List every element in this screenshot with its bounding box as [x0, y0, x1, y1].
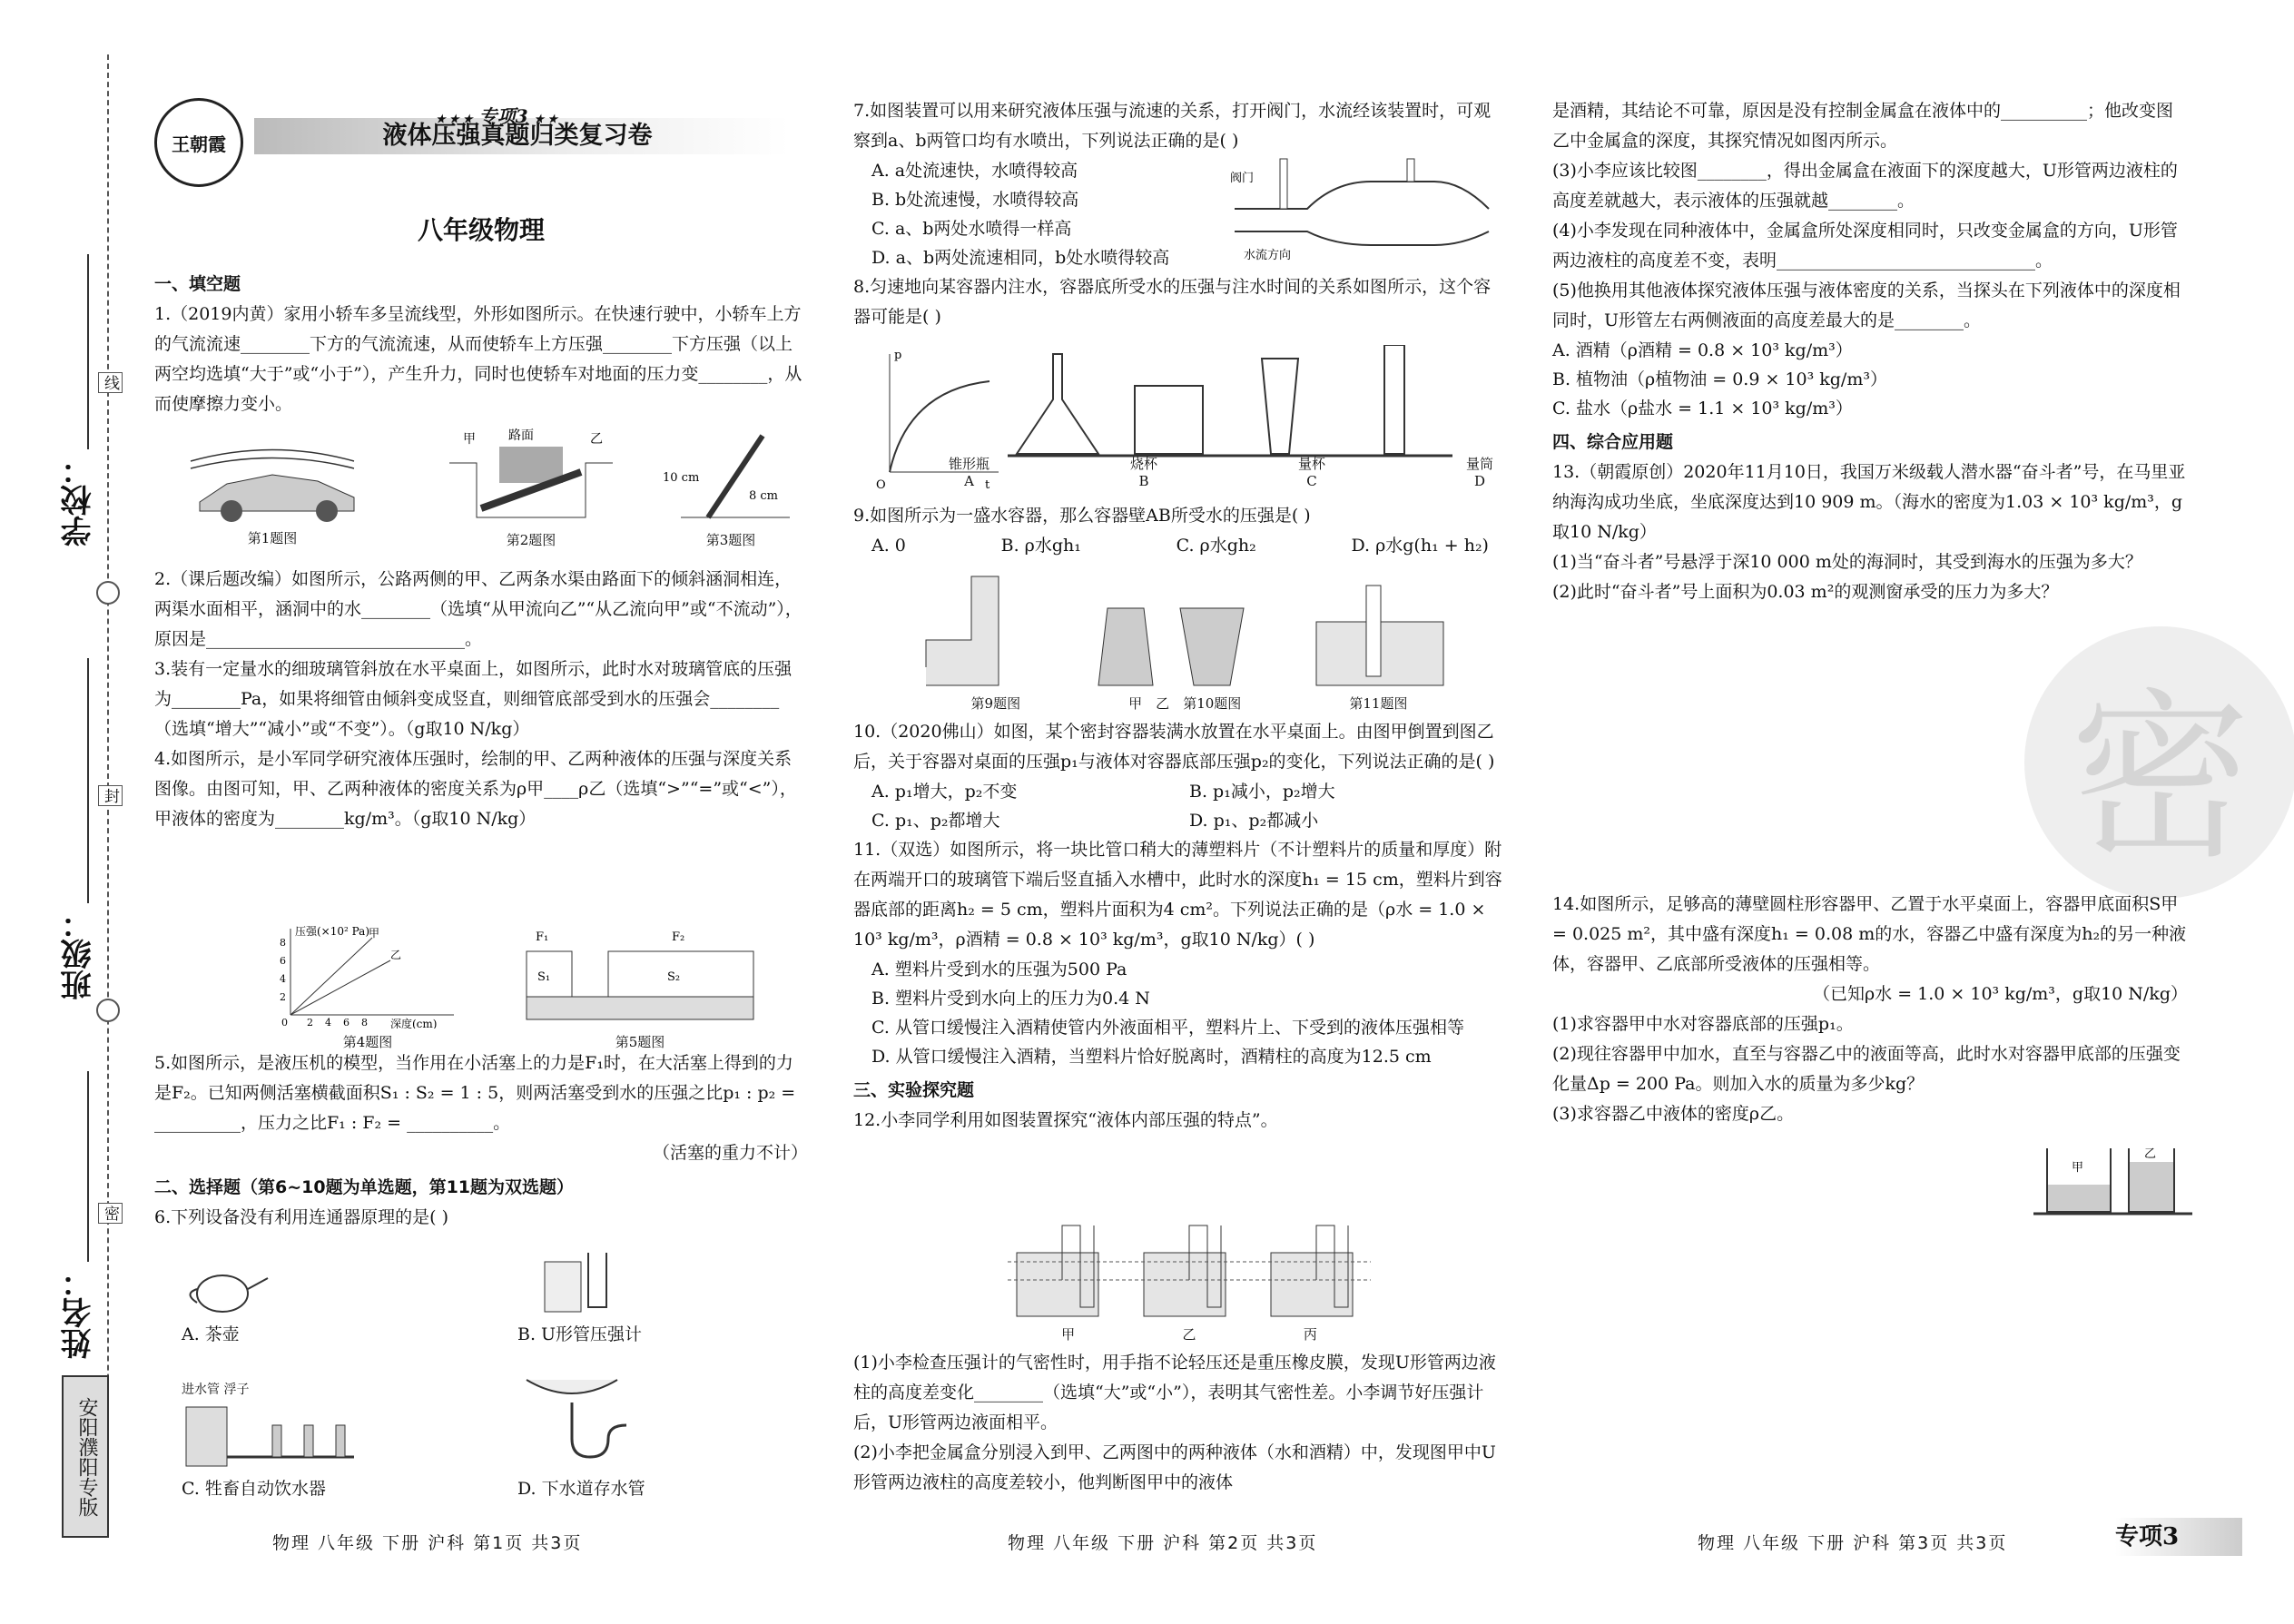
binding-hole [96, 581, 120, 605]
option-a[interactable]: A. 塑料片受到水的压强为500 Pa [871, 960, 1127, 979]
question-9-block [853, 501, 1507, 560]
question-12-part-4: (4)小李发现在同种液体中，金属盒所处深度相同时，只改变金属盒的方向，U形管两边液柱的高度差不变，表明______________________________。 [1552, 221, 2178, 271]
brand-logo: 王朝霞 [154, 98, 243, 187]
force-1-label: F₁ [536, 930, 549, 944]
option-c[interactable] [182, 1380, 363, 1503]
figure-12 [1008, 1216, 1389, 1348]
pressure-depth-chart [254, 924, 481, 1029]
option-a[interactable]: A. 酒精（ρ酒精 = 0.8 × 10³ kg/m³） [1552, 340, 1853, 360]
question-11: 11.（双选）如图所示，将一块比管口稍大的薄塑料片（不计塑料片的质量和厚度）附在两端开口的玻璃管下端后竖直插入水槽中，此时水的深度h₁ = 15 cm，塑料片到容器底部的距离h₂ = 5 cm，塑料片面积为4 cm²。下列说法正确的是（ρ水 = 1.0 × 10³ kg/m³，ρ酒精 = 0.8 × 10³ kg/m³，g取10 N/kg）( ) [853, 840, 1502, 950]
question-11-options [853, 955, 1507, 1071]
question-13-part-1: (1)当“奋斗者”号悬浮于深10 000 m处的海洞时，其受到海水的压强为多大？ [1552, 552, 2142, 572]
question-5: 5.如图所示，是液压机的模型，当作用在小活塞上的力是F₁时，在大活塞上得到的力是F₂。已知两侧活塞横截面积S₁ : S₂ = 1 : 5，则两活塞受到水的压强之比p₁ : p₂ = __________，压力之比F₁ : F₂ = __________。 [154, 1053, 796, 1133]
question-3: 3.装有一定量水的细玻璃管斜放在水平桌面上，如图所示，此时水对玻璃管底的压强为________Pa，如果将细管由倾斜变成竖直，则细管底部受到水的压强会________（选填“增大”“减小”或“不变”）。（g取10 N/kg） [154, 659, 793, 739]
figure-caption: 第5题图 [615, 1034, 665, 1050]
question-12-continued [1552, 96, 2188, 607]
figure-3 [663, 427, 799, 554]
question-10: 10.（2020佛山）如图，某个密封容器装满水放置在水平桌面上。由图甲倒置到图乙后，关于容器对桌面的压强p₁与液体对容器底部压强p₂的变化，下列说法正确的是( ) [853, 722, 1495, 772]
containers-row [917, 567, 1462, 690]
series-a-label: 甲 [369, 927, 380, 940]
name-label: 姓名： [61, 1266, 97, 1359]
question-6: 6.下列设备没有利用连通器原理的是( ) [154, 1207, 448, 1227]
question-10-options [853, 777, 1507, 835]
footer-page-3: 物理 八年级 下册 沪科 第3页 共3页 [1698, 1533, 2008, 1553]
car-figure [172, 434, 372, 525]
question-9-options [853, 531, 1507, 560]
question-7-options [871, 156, 1253, 272]
page-2 [853, 0, 1507, 1624]
name-field[interactable] [87, 1071, 89, 1262]
seal-mark: 封 [98, 785, 123, 806]
line-mark: 线 [98, 372, 123, 393]
page-3 [1552, 0, 2251, 1624]
option-c-label: C. 牲畜自动饮水器 [182, 1479, 326, 1499]
figure-1 [172, 434, 372, 552]
subject-title: 八年级物理 [417, 215, 545, 245]
question-5-note: （活塞的重力不计） [652, 1143, 808, 1163]
binding-margin [0, 0, 136, 1624]
question-12-part-1: (1)小李检查压强计的气密性时，用手指不论轻压还是重压橡皮膜，发现U形管两边液柱的高度差变化________（选填“大”或“小”），表明其气密性差。小李调节好压强计后，U形管两边液面相平。 [853, 1353, 1496, 1432]
y-tick: 2 [280, 991, 286, 1003]
teapot-icon [182, 1262, 272, 1316]
option-a[interactable] [182, 1262, 272, 1349]
paper-title: 液体压强真题归类复习卷 [382, 122, 653, 150]
question-14-block [1552, 890, 2188, 1129]
option-c[interactable]: C. ρ水gh₂ [1176, 536, 1256, 556]
option-b[interactable]: B. b处流速慢，水喷得较高 [871, 190, 1079, 210]
school-label: 学校： [61, 454, 97, 546]
beaker-c-label: 丙 [1303, 1326, 1317, 1343]
x-tick: 6 [343, 1017, 350, 1029]
manometer-setup [1008, 1216, 1389, 1321]
canal-a-label: 甲 [463, 432, 476, 447]
sink-trap-icon [517, 1371, 645, 1471]
y-tick: 0 [281, 1017, 288, 1029]
option-d[interactable]: D. p₁、p₂都减小 [1189, 811, 1319, 831]
option-d[interactable]: D. a、b两处流速相同，b处水喷得较高 [871, 248, 1170, 268]
footer-page-1: 物理 八年级 下册 沪科 第1页 共3页 [272, 1533, 583, 1553]
special-tag: ★ ★ ★ 专项3 ★ ★ [436, 105, 558, 127]
figures-9-11 [917, 567, 1462, 713]
figure-12-labels [1008, 1324, 1371, 1343]
option-d-label: D. 下水道存水管 [517, 1479, 645, 1499]
question-8: 8.匀速地向某容器内注水，容器底所受水的压强与注水时间的关系如图所示，这个容器可能是( ) [853, 277, 1492, 327]
section-title: 一、填空题 [154, 274, 241, 294]
question-13: 13.（朝霞原创）2020年11月10日，我国万米级载人潜水器“奋斗者”号，在马里亚纳海沟成功坐底，坐底深度达到10 909 m。（海水的密度为1.03 × 10³ kg/m³，g取10 N/kg） [1552, 462, 2186, 542]
question-12-parts [853, 1348, 1507, 1498]
question-12-part-2: (2)小李把金属盒分别浸入到甲、乙两图中的两种液体（水和酒精）中，发现图甲中U形管两边液柱的高度差较小，他判断图甲中的液体 [853, 1442, 1496, 1492]
question-2: 2.（课后题改编）如图所示，公路两侧的甲、乙两条水渠由路面下的倾斜涵洞相连，两渠水面相平，涵洞中的水________（选填“从甲流向乙”“从乙流向甲”或“不流动”），原因是______________________________。 [154, 569, 802, 649]
option-a[interactable]: A. a处流速快，水喷得较高 [871, 161, 1078, 181]
question-4: 4.如图所示，是小军同学研究液体压强时，绘制的甲、乙两种液体的压强与深度关系图像。由图可知，甲、乙两种液体的密度关系为ρ甲____ρ乙（选填“>”“=”或“<”），甲液体的密度为________kg/m³。（g取10 N/kg） [154, 749, 797, 829]
footer-page-2: 物理 八年级 下册 沪科 第2页 共3页 [1008, 1533, 1318, 1553]
option-a[interactable]: 锥形瓶 A [949, 456, 990, 489]
school-field[interactable] [87, 254, 89, 449]
tube-figure [663, 427, 799, 527]
figure-caption: 第1题图 [247, 530, 298, 546]
question-14-part-3: (3)求容器乙中液体的密度ρ乙。 [1552, 1104, 1795, 1124]
option-c[interactable]: 量杯 C [1297, 456, 1325, 489]
drinker-icon [182, 1398, 363, 1471]
close-mark: 密 [98, 1203, 123, 1224]
figure-8-labels [949, 454, 1493, 489]
option-c[interactable]: C. 盐水（ρ盐水 = 1.1 × 10³ kg/m³） [1552, 399, 1853, 418]
question-8-block [853, 272, 1507, 332]
watermark-stamp: 密 [2024, 626, 2294, 899]
option-d[interactable]: D. ρ水g(h₁ + h₂) [1351, 536, 1489, 556]
beaker-a-label: 甲 [1061, 1326, 1076, 1343]
section-title: 三、实验探究题 [853, 1080, 975, 1100]
figure-captions [917, 694, 1462, 713]
question-14-known: （已知ρ水 = 1.0 × 10³ kg/m³，g取10 N/kg） [1812, 984, 2188, 1004]
area-1-label: S₁ [537, 970, 551, 984]
question-1: 1.（2019内黄）家用小轿车多呈流线型，外形如图所示。在快速行驶中，小轿车上方的气流流速________下方的气流流速，从而使轿车上方压强________下方压强（以上两空均选填“大于”或“小于”），产生升力，同时也使轿车对地面的压力变________，从而使摩擦力变小。 [154, 304, 802, 414]
inlet-float-labels: 进水管 浮子 [182, 1383, 250, 1397]
y-tick: 6 [280, 955, 286, 967]
beaker-b-label: 乙 [1182, 1326, 1196, 1343]
x-tick: 2 [307, 1017, 313, 1029]
figure-caption: 第9题图 [970, 695, 1021, 712]
option-a-label: A. 茶壶 [182, 1324, 240, 1344]
option-d[interactable] [517, 1371, 645, 1503]
section-fill [154, 265, 808, 419]
question-13-part-2: (2)此时“奋斗者”号上面积为0.03 m²的观测窗承受的压力为多大？ [1552, 582, 2059, 602]
road-label: 路面 [508, 428, 534, 443]
edition-box: 安阳濮阳专版 [62, 1375, 109, 1538]
question-14: 14.如图所示，足够高的薄壁圆柱形容器甲、乙置于水平桌面上，容器甲底面积S甲 = 0.025 m²，其中盛有深度h₁ = 0.08 m的水，容器乙中盛有深度为h₂的另一种液体，容器甲、乙底部所受液体的压强相等。 [1552, 894, 2187, 974]
force-2-label: F₂ [672, 930, 685, 944]
option-a[interactable]: A. 0 [871, 536, 906, 556]
question-6-options [182, 1262, 781, 1516]
question-12: 12.小李同学利用如图装置探究“液体内部压强的特点”。 [853, 1110, 1278, 1130]
option-b[interactable]: B. ρ水gh₁ [1000, 536, 1081, 556]
container-a-label: 甲 [2072, 1161, 2084, 1175]
figure-caption: 第3题图 [705, 532, 756, 548]
option-d[interactable]: D. 从管口缓慢注入酒精，当塑料片恰好脱离时，酒精柱的高度为12.5 cm [871, 1047, 1432, 1067]
figure-5 [508, 924, 772, 1051]
question-12-part-2-cont: 是酒精，其结论不可靠，原因是没有控制金属盒在液体中的__________；他改变图乙中金属盒的深度，其探究情况如图丙所示。 [1552, 101, 2174, 151]
canal-figure [445, 427, 617, 527]
questions-5-6 [154, 1048, 808, 1233]
question-14-part-1: (1)求容器甲中水对容器底部的压强p₁。 [1552, 1014, 1854, 1034]
question-9: 9.如图所示为一盛水容器，那么容器壁AB所受水的压强是( ) [853, 506, 1311, 526]
venturi-figure [1226, 154, 1498, 263]
p-axis: p [894, 349, 902, 362]
manometer-icon [517, 1244, 626, 1316]
binding-hole [96, 999, 120, 1022]
option-b[interactable] [517, 1244, 642, 1349]
figure-caption: 甲 乙 第10题图 [1128, 695, 1242, 712]
question-12-part-5: (5)他换用其他液体探究液体压强与液体密度的关系，当探头在下列液体中的深度相同时，U形管左右两侧液面的高度差最大的是________。 [1552, 281, 2181, 330]
y-tick: 4 [280, 973, 286, 985]
two-containers [2024, 1139, 2206, 1230]
class-label: 班级： [61, 908, 97, 1000]
valve-label: 阀门 [1230, 172, 1255, 185]
flow-label: 水流方向 [1244, 249, 1292, 262]
figure-caption: 第4题图 [342, 1034, 393, 1050]
question-12-part-3: (3)小李应该比较图________，得出金属盒在液面下的深度越大，U形管两边液柱的高度差就越大，表示液体的压强就越________。 [1552, 161, 2178, 211]
figure-14 [2024, 1139, 2206, 1230]
x-axis-label: 深度(cm) [390, 1018, 438, 1029]
option-b-label: B. U形管压强计 [517, 1324, 643, 1344]
area-2-label: S₂ [667, 970, 681, 984]
question-7: 7.如图装置可以用来研究液体压强与流速的关系，打开阀门，水流经该装置时，可观察到a、b两管口均有水喷出，下列说法正确的是( ) [853, 101, 1492, 151]
y-axis-label: 压强(×10² Pa) [295, 925, 370, 938]
option-c[interactable]: C. p₁、p₂都增大 [871, 811, 1000, 831]
question-14-part-2: (2)现往容器甲中加水，直至与容器乙中的液面等高，此时水对容器甲底部的压强变化量Δp = 200 Pa。则加入水的质量为多少kg？ [1552, 1044, 2181, 1094]
hydraulic-press [508, 924, 772, 1029]
origin: O [876, 478, 886, 492]
x-tick: 4 [325, 1017, 331, 1029]
figure-7 [1226, 154, 1498, 263]
figure-caption: 第2题图 [506, 532, 556, 548]
special-footer-tag: 专项3 [2115, 1518, 2242, 1556]
option-c[interactable]: C. 从管口缓慢注入酒精使管内外液面相平，塑料片上、下受到的液体压强相等 [871, 1018, 1464, 1038]
section-title: 二、选择题（第6~10题为单选题，第11题为双选题） [154, 1177, 575, 1197]
container-b-label: 乙 [2144, 1147, 2157, 1161]
page-1 [154, 0, 808, 1624]
t-axis: t [985, 478, 990, 492]
option-a[interactable]: A. p₁增大，p₂不变 [871, 782, 1018, 802]
question-7-block [853, 96, 1507, 156]
x-tick: 8 [361, 1017, 368, 1029]
option-d[interactable]: 量筒 D [1465, 456, 1493, 489]
y-tick: 8 [280, 937, 286, 949]
series-b-label: 乙 [390, 949, 402, 961]
questions-10-11 [853, 717, 1507, 1136]
figure-2 [445, 427, 617, 554]
height-label: 8 cm [749, 489, 779, 503]
option-c[interactable]: C. a、b两处水喷得一样高 [871, 219, 1072, 239]
option-b[interactable]: B. 塑料片受到水向上的压力为0.4 N [871, 989, 1150, 1009]
figure-caption: 第11题图 [1349, 695, 1408, 712]
canal-b-label: 乙 [590, 432, 603, 447]
option-b[interactable]: 烧杯 B [1129, 456, 1157, 489]
class-field[interactable] [87, 658, 89, 903]
length-label: 10 cm [663, 471, 700, 485]
questions-2-4 [154, 565, 808, 834]
figure-4 [254, 924, 481, 1051]
option-b[interactable]: B. 植物油（ρ植物油 = 0.9 × 10³ kg/m³） [1552, 369, 1887, 389]
section-title: 四、综合应用题 [1552, 432, 1674, 452]
option-b[interactable]: B. p₁减小，p₂增大 [1189, 782, 1335, 802]
